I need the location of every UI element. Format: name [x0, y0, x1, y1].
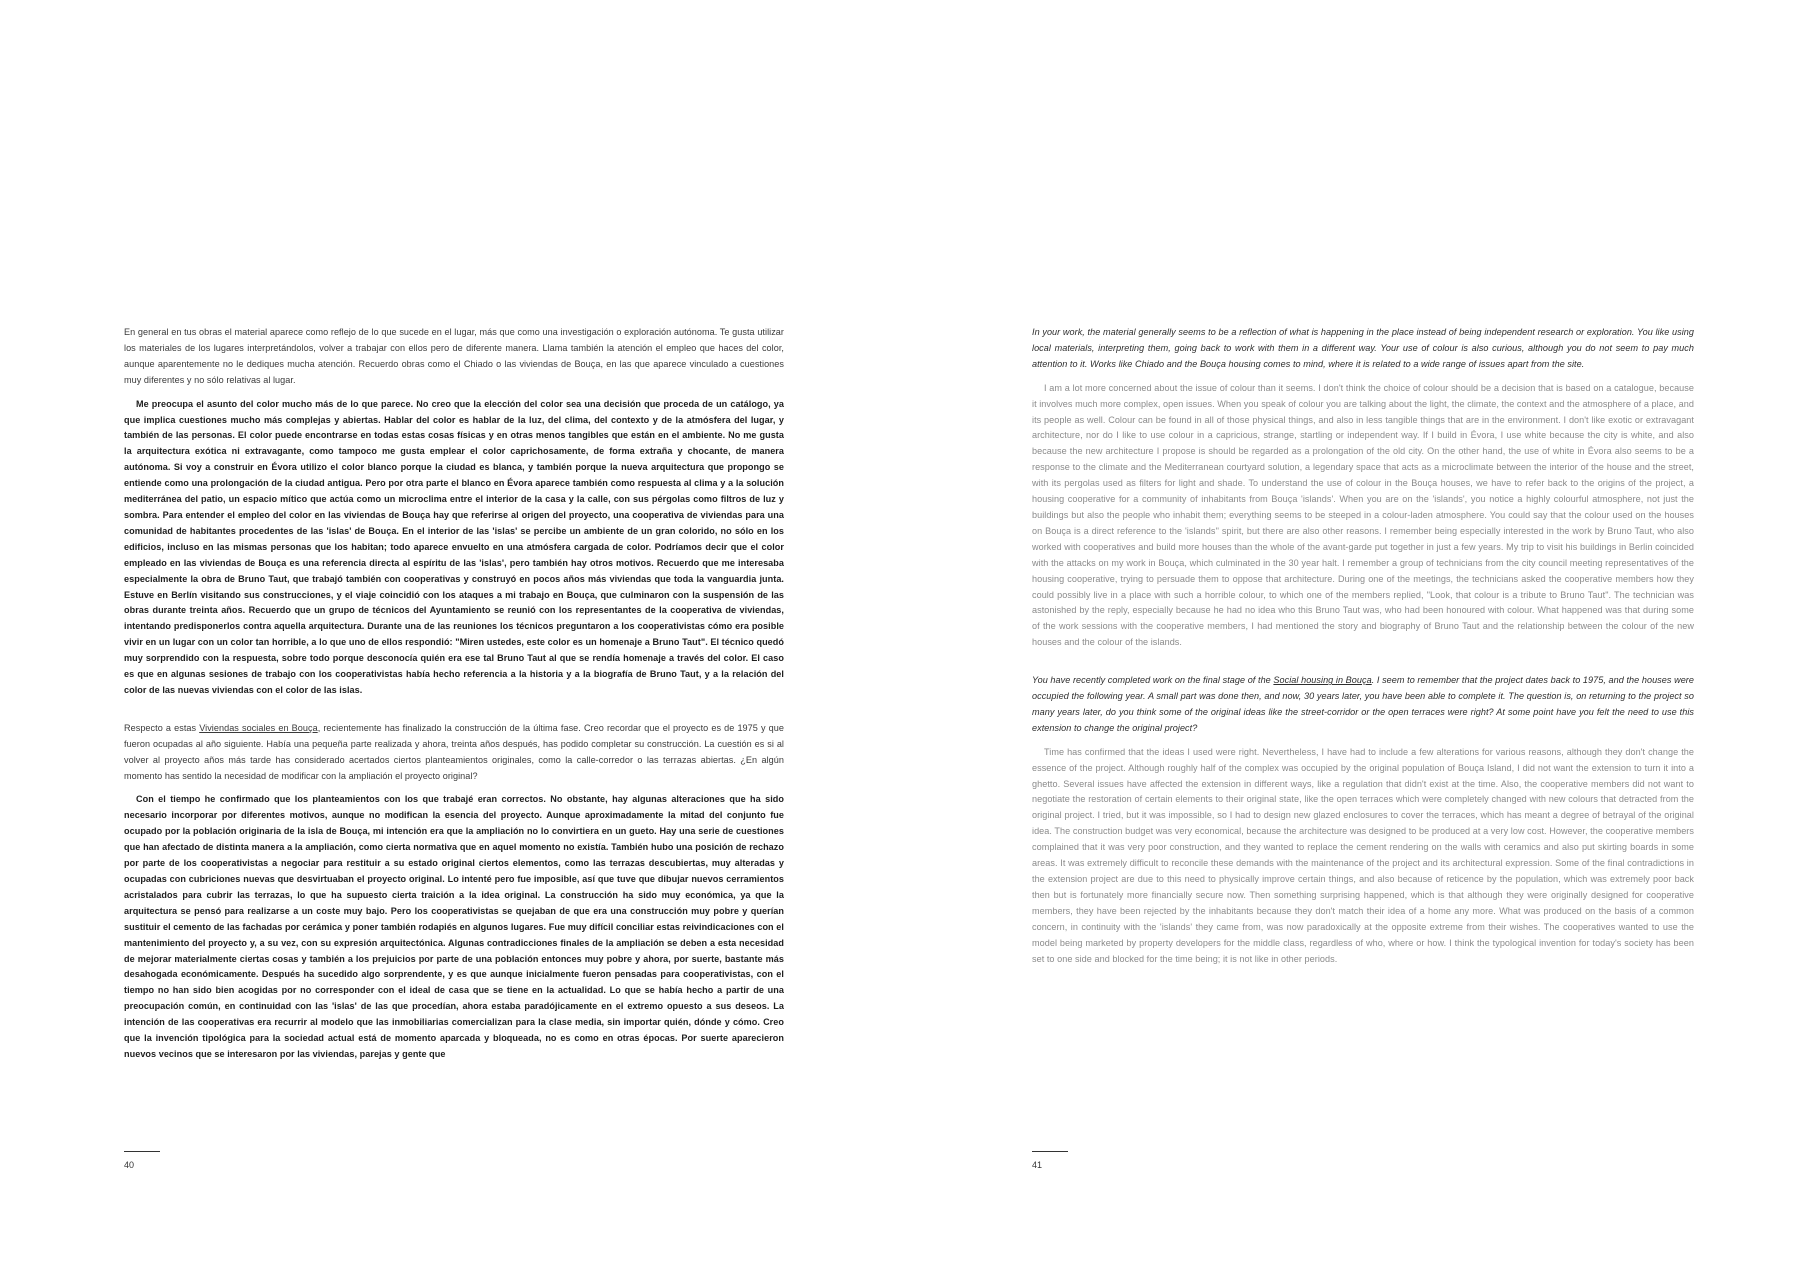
- folio-rule: [124, 1151, 160, 1152]
- page-number-right: [1032, 1151, 1068, 1173]
- question-paragraph: [1032, 673, 1694, 737]
- project-link[interactable]: Social housing in Bouça: [1273, 675, 1372, 686]
- answer-paragraph: Con el tiempo he confirmado que los planteamientos con los que trabajé eran correctos. No obstante, hay algunas alteraciones que ha sido necesario incorporar por diferentes motivos, aunque no modifican la esencia del proyecto. Aunque aproximadamente la mitad del conjunto fue ocupado por la población originaria de la isla de Bouça, mi intención era que la ampliación no lo convirtiera en un gueto. Hay una serie de cuestiones que han afectado de distinta manera a la ampliación, como cierta normativa que en aquel momento no existía. También hubo una posición de rechazo por parte de los cooperativistas a negociar para restituir a su estado original ciertos elementos, como las terrazas descubiertas, muy alteradas y ocupadas con cubriciones nuevas que desvirtuaban el proyecto original. Lo intenté pero fue imposible, así que tuve que dibujar nuevos cerramientos acristalados para cubrir las terrazas, lo que ha supuesto cierta traición a la idea original. La construcción ha sido muy económica, ya que la arquitectura se pensó para realizarse a un coste muy bajo. Pero los cooperativistas se quejaban de que era una construcción muy pobre y querían sustituir el cemento de las fachadas por cerámica y poner también rodapiés en algunos lugares. Fue muy difícil conciliar estas reivindicaciones con el mantenimiento del proyecto y, a su vez, con su expresión arquitectónica. Algunas contradicciones finales de la ampliación se deben a esta necesidad de mejorar materialmente ciertas cosas y también a los prejuicios por parte de una población entonces muy pobre y ahora, por suerte, bastante más desahogada económicamente. Después ha sucedido algo sorprendente, y es que aunque inicialmente fueron pensadas para cooperativistas, con el tiempo no han sido bien acogidas por no corresponder con el ideal de casa que se tiene en la actualidad. Lo que se había hecho a partir de una preocupación común, en continuidad con las 'islas' de las que procedían, ahora estaba paradójicamente en el extremo opuesto a sus deseos. La intención de las cooperativas era recurrir al modelo que las inmobiliarias comercializan para la clase media, sin importar quién, dónde y cómo. Creo que la invención tipológica para la sociedad actual está de momento aparcada y bloqueada, no es como en otras épocas. Por suerte aparecieron nuevos vecinos que se interesaron por las viviendas, parejas y gente que: [124, 794, 784, 1059]
- project-link[interactable]: Viviendas sociales en Bouça: [199, 722, 318, 733]
- question-paragraph: In your work, the material generally seems to be a reflection of what is happening in the place instead of being independent research or exploration. You like using local materials, interpreting them, going back to work with them in a different way. Your use of colour is also curious, although you do not seem to pay much attention to it. Works like Chiado and the Bouça housing comes to mind, where it is related to a wide range of issues apart from the site.: [1032, 327, 1694, 369]
- question-text: Respecto a estas: [124, 722, 200, 733]
- folio-rule: [1032, 1151, 1068, 1152]
- page-number: 41: [1032, 1160, 1043, 1170]
- question-paragraph: [124, 721, 784, 785]
- question-text: You have recently completed work on the final stage of the: [1032, 675, 1274, 686]
- page-number: 40: [124, 1160, 135, 1170]
- answer-paragraph: I am a lot more concerned about the issue of colour than it seems. I don't think the choice of colour should be a decision that is based on a catalogue, because it involves much more complex, open issues. When you speak of colour you are talking about the light, the climate, the context and the atmosphere of a place, and its people as well. Colour can be found in all of those physical things, and also in less tangible things that are in the environment. I don't like exotic or extravagant architecture, nor do I like to use colour in a capricious, strange, startling or independent way. If I build in Évora, I use white because the city is white, and also because the new architecture I propose is should be regarded as a prolongation of the old city. On the other hand, the use of white in Évora also seems to be a response to the climate and the Mediterranean courtyard solution, a legendary space that acts as a microclimate between the interior of the house and the street, with its pergolas used as filters for light and shade. To understand the use of colour in the Bouça houses, we have to refer back to the origins of the project, a housing cooperative for a community of inhabitants from Bouça 'islands'. When you are on the 'islands', you notice a highly colourful atmosphere, not just the buildings but also the people who inhabit them; everything seems to be steeped in a colour-laden atmosphere. You could say that the colour used on the houses on Bouça is a direct reference to the 'islands'' spirit, but there are also other reasons. I remember being especially interested in the work by Bruno Taut, who also worked with cooperatives and build more houses than the whole of the avant-garde put together in just a few years. My trip to visit his buildings in Berlin coincided with the attacks on my work in Bouça, which culminated in the 30 year halt. I remember a group of technicians from the city council meeting representatives of the housing cooperative, trying to persuade them to oppose that architecture. During one of the meetings, the technicians asked the cooperative members how they could possibly live in a place with such a horrible colour, to which one of the members replied, "Look, that colour is a tribute to Bruno Taut". The technician was astonished by the reply, especially because he had no idea who this Bruno Taut was, who had been honoured with colour. What happened was that during some of the work sessions with the cooperative members, I had mentioned the story and biography of Bruno Taut and the relationship between the colour of the new houses and the colour of the islands.: [1032, 382, 1694, 648]
- question-paragraph: En general en tus obras el material aparece como reflejo de lo que sucede en el lugar, más que como una investigación o exploración autónoma. Te gusta utilizar los materiales de los lugares interpretándolos, volver a trabajar con ellos pero de diferente manera. Llama también la atención el empleo que haces del color, aunque aparentemente no le dediques mucha atención. Recuerdo obras como el Chiado o las viviendas de Bouça, en las que aparece vinculado a cuestiones muy diferentes y no sólo relativas al lugar.: [124, 327, 784, 385]
- right-page-text: [1032, 325, 1694, 967]
- answer-paragraph: Me preocupa el asunto del color mucho más de lo que parece. No creo que la elección del color sea una decisión que proceda de un catálogo, ya que implica cuestiones mucho más complejas y abiertas. Hablar del color es hablar de la luz, del clima, del contexto y de la atmósfera del lugar, y también de las personas. El color puede encontrarse en todas estas cosas físicas y en otras menos tangibles que están en el ambiente. No me gusta la arquitectura exótica ni extravagante, como tampoco me gusta emplear el color caprichosamente, de forma extraña y chocante, de manera autónoma. Si voy a construir en Évora utilizo el color blanco porque la ciudad es blanca, y también porque la nueva arquitectura que propongo se entiende como una prolongación de la ciudad antigua. Pero por otra parte el blanco en Évora aparece también como respuesta al clima y a la solución mediterránea del patio, un espacio mítico que actúa como un microclima entre el interior de la casa y la calle, con sus pérgolas como filtros de luz y sombra. Para entender el empleo del color en las viviendas de Bouça hay que referirse al origen del proyecto, una cooperativa de viviendas para una comunidad de habitantes procedentes de las 'islas' de Bouça. En el interior de las 'islas' se percibe un ambiente de un gran colorido, no sólo en los edificios, incluso en las mismas personas que los habitan; todo aparece envuelto en una atmósfera cargada de color. Podríamos decir que el color empleado en las viviendas de Bouça es una referencia directa al espíritu de las 'islas', pero también hay otros motivos. Recuerdo que me interesaba especialmente la obra de Bruno Taut, que trabajó también con cooperativas y construyó en pocos años más viviendas que toda la vanguardia junta. Estuve en Berlín visitando sus construcciones, y el viaje coincidió con los ataques a mi trabajo en Bouça, que culminaron con la suspensión de las obras durante treinta años. Recuerdo que un grupo de técnicos del Ayuntamiento se reunió con los representantes de la cooperativa de viviendas, intentando predisponerlos contra aquella arquitectura. Durante una de las reuniones los técnicos preguntaron a los cooperativistas cómo era posible vivir en un lugar con un color tan horrible, a lo que uno de ellos respondió: "Miren ustedes, este color es un homenaje a Bruno Taut". El técnico quedó muy sorprendido con la respuesta, sobre todo porque desconocía quién era ese tal Bruno Taut al que se rendía homenaje a través del color. El caso es que en algunas sesiones de trabajo con los cooperativistas había hecho referencia a la historia y a la biografía de Bruno Taut, y a la relación del color de las nuevas viviendas con el color de las islas.: [124, 398, 784, 695]
- answer-paragraph: Time has confirmed that the ideas I used were right. Nevertheless, I have had to include a few alterations for various reasons, although they don't change the essence of the project. Although roughly half of the complex was occupied by the original population of Bouça Island, I did not want the extension to turn it into a ghetto. Several issues have affected the extension in different ways, like a regulation that didn't exist at the time. Also, the cooperative members did not want to negotiate the restoration of certain elements to their original state, like the open terraces which were completely changed with new colours that detracted from the original project. I tried, but it was impossible, so I had to design new glazed enclosures to cover the terraces, which has meant a degree of betrayal of the original idea. The construction budget was very economical, because the architecture was designed to be produced at a very low cost. However, the cooperative members complained that it was very poor construction, and they wanted to replace the cement rendering on the walls with ceramics and also put skirting boards in some areas. It was extremely difficult to reconcile these demands with the maintenance of the project and its architectural expression. Some of the final contradictions in the extension project are due to this need to physically improve certain things, and also because of reticence by the population, which was extremely poor back then but is fortunately more financially secure now. Then something surprising happened, which is that although they were originally designed for cooperative members, they have been rejected by the inhabitants because they don't match their idea of a home any more. What was produced on the basis of a common concern, in continuity with the 'islands' they came from, was now paradoxically at the opposite extreme from their wishes. The cooperatives wanted to use the model being marketed by property developers for the middle class, regardless of who, where or how. I think the typological invention for today's society has been set to one side and blocked for the time being; it is not like in other periods.: [1032, 746, 1694, 964]
- left-page-text: [124, 325, 784, 1063]
- question-text: . I seem to remember that the project dates back to 1975, and the houses were occupied the following year. A small part was done then, and now, 30 years later, you have been able to complete it. The question is, on returning to the project so many years later, do you think some of the original ideas like the street-corridor or the open terraces were right? At some point have you felt the need to use this extension to change the original project?: [1032, 675, 1694, 733]
- page-number-left: [124, 1151, 160, 1173]
- question-text: , recientemente has finalizado la construcción de la última fase. Creo recordar que el proyecto es de 1975 y que fueron ocupadas al año siguiente. Había una pequeña parte realizada y ahora, treinta años después, has podido completar su construcción. La cuestión es si al volver al proyecto años más tarde has considerado acertados ciertos planteamientos originales, como la calle-corredor o las terrazas abiertas. ¿En algún momento has sentido la necesidad de modificar con la ampliación el proyecto original?: [124, 722, 784, 781]
